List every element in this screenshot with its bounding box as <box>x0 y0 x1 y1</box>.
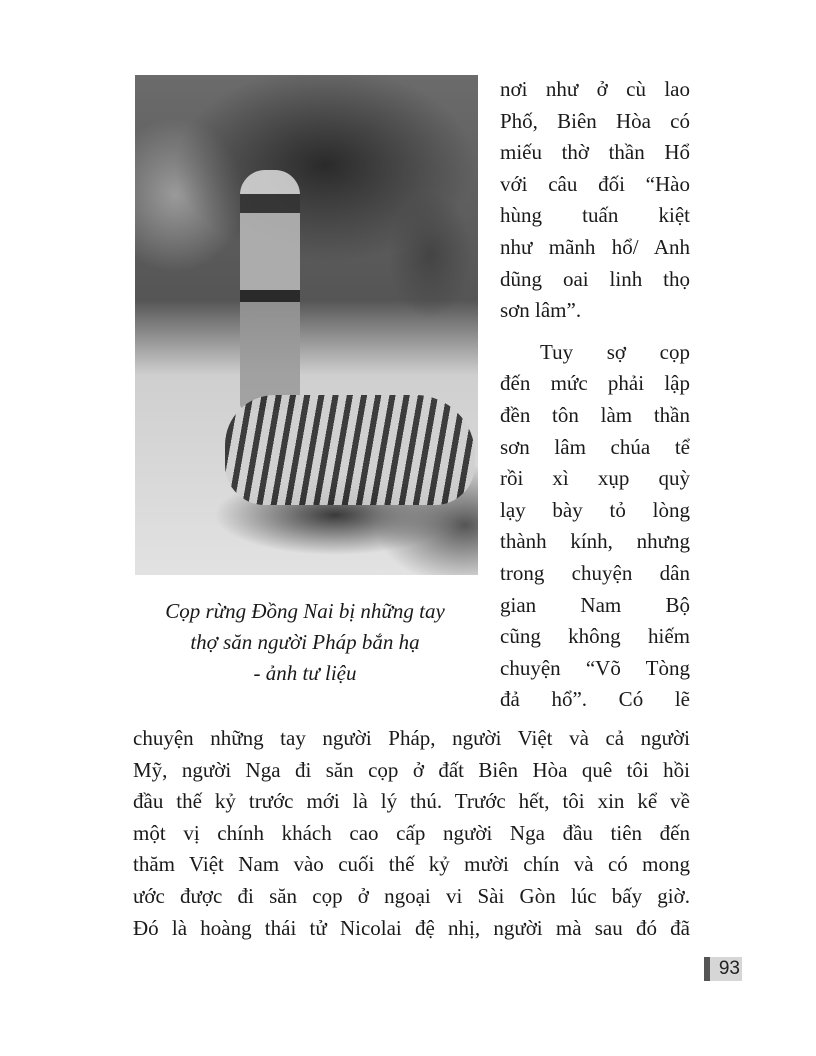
hunter-figure <box>240 170 300 410</box>
text-line: miếu thờ thần Hổ <box>500 140 690 165</box>
text-line: đầu thế kỷ trước mới là lý thú. Trước hết, tôi xin kể về <box>133 789 690 814</box>
text-line: gian Nam Bộ <box>500 592 690 617</box>
text-line: chuyện “Võ Tòng <box>500 655 690 680</box>
text-line: thành kính, nhưng <box>500 529 690 554</box>
caption-line: - ảnh tư liệu <box>253 661 357 685</box>
side-column-text <box>500 74 690 716</box>
text-line: đền tôn làm thần <box>500 402 690 427</box>
tiger-hunter-photo <box>135 75 478 575</box>
text-line: hùng tuấn kiệt <box>500 203 690 228</box>
tiger-figure <box>225 395 475 505</box>
text-line: dũng oai linh thọ <box>500 266 690 291</box>
text-line: lạy bày tỏ lòng <box>500 497 690 522</box>
text-line: Tuy sợ cọp <box>540 339 690 364</box>
text-line: Mỹ, người Nga đi săn cọp ở đất Biên Hòa quê tôi hồi <box>133 757 690 782</box>
text-line: đả hổ”. Có lẽ <box>500 687 690 712</box>
text-line: chuyện những tay người Pháp, người Việt và cả người <box>133 726 690 750</box>
photo-caption <box>120 596 490 689</box>
page-number: 93 <box>704 957 742 981</box>
text-line: như mãnh hổ/ Anh <box>500 234 690 259</box>
text-line: một vị chính khách cao cấp người Nga đầu tiên đến <box>133 820 690 845</box>
text-line: sơn lâm”. <box>500 298 582 323</box>
text-line: sơn lâm chúa tể <box>500 434 690 459</box>
text-line: đến mức phải lập <box>500 371 690 396</box>
full-width-text <box>133 723 690 944</box>
text-line: cũng không hiếm <box>500 624 690 649</box>
caption-line: Cọp rừng Đồng Nai bị những tay <box>165 599 445 623</box>
text-line: ước được đi săn cọp ở ngoại vi Sài Gòn lúc bấy giờ. <box>133 883 690 908</box>
caption-line: thợ săn người Pháp bắn hạ <box>190 630 420 654</box>
text-line: trong chuyện dân <box>500 560 690 585</box>
text-line: nơi như ở cù lao <box>500 77 690 101</box>
text-line: Phố, Biên Hòa có <box>500 108 690 133</box>
text-line: rồi xì xụp quỳ <box>500 466 690 491</box>
text-line: thăm Việt Nam vào cuối thế kỷ mười chín và có mong <box>133 852 690 877</box>
text-line: Đó là hoàng thái tử Nicolai đệ nhị, người mà sau đó đã <box>133 915 690 940</box>
text-line: với câu đối “Hào <box>500 171 690 196</box>
